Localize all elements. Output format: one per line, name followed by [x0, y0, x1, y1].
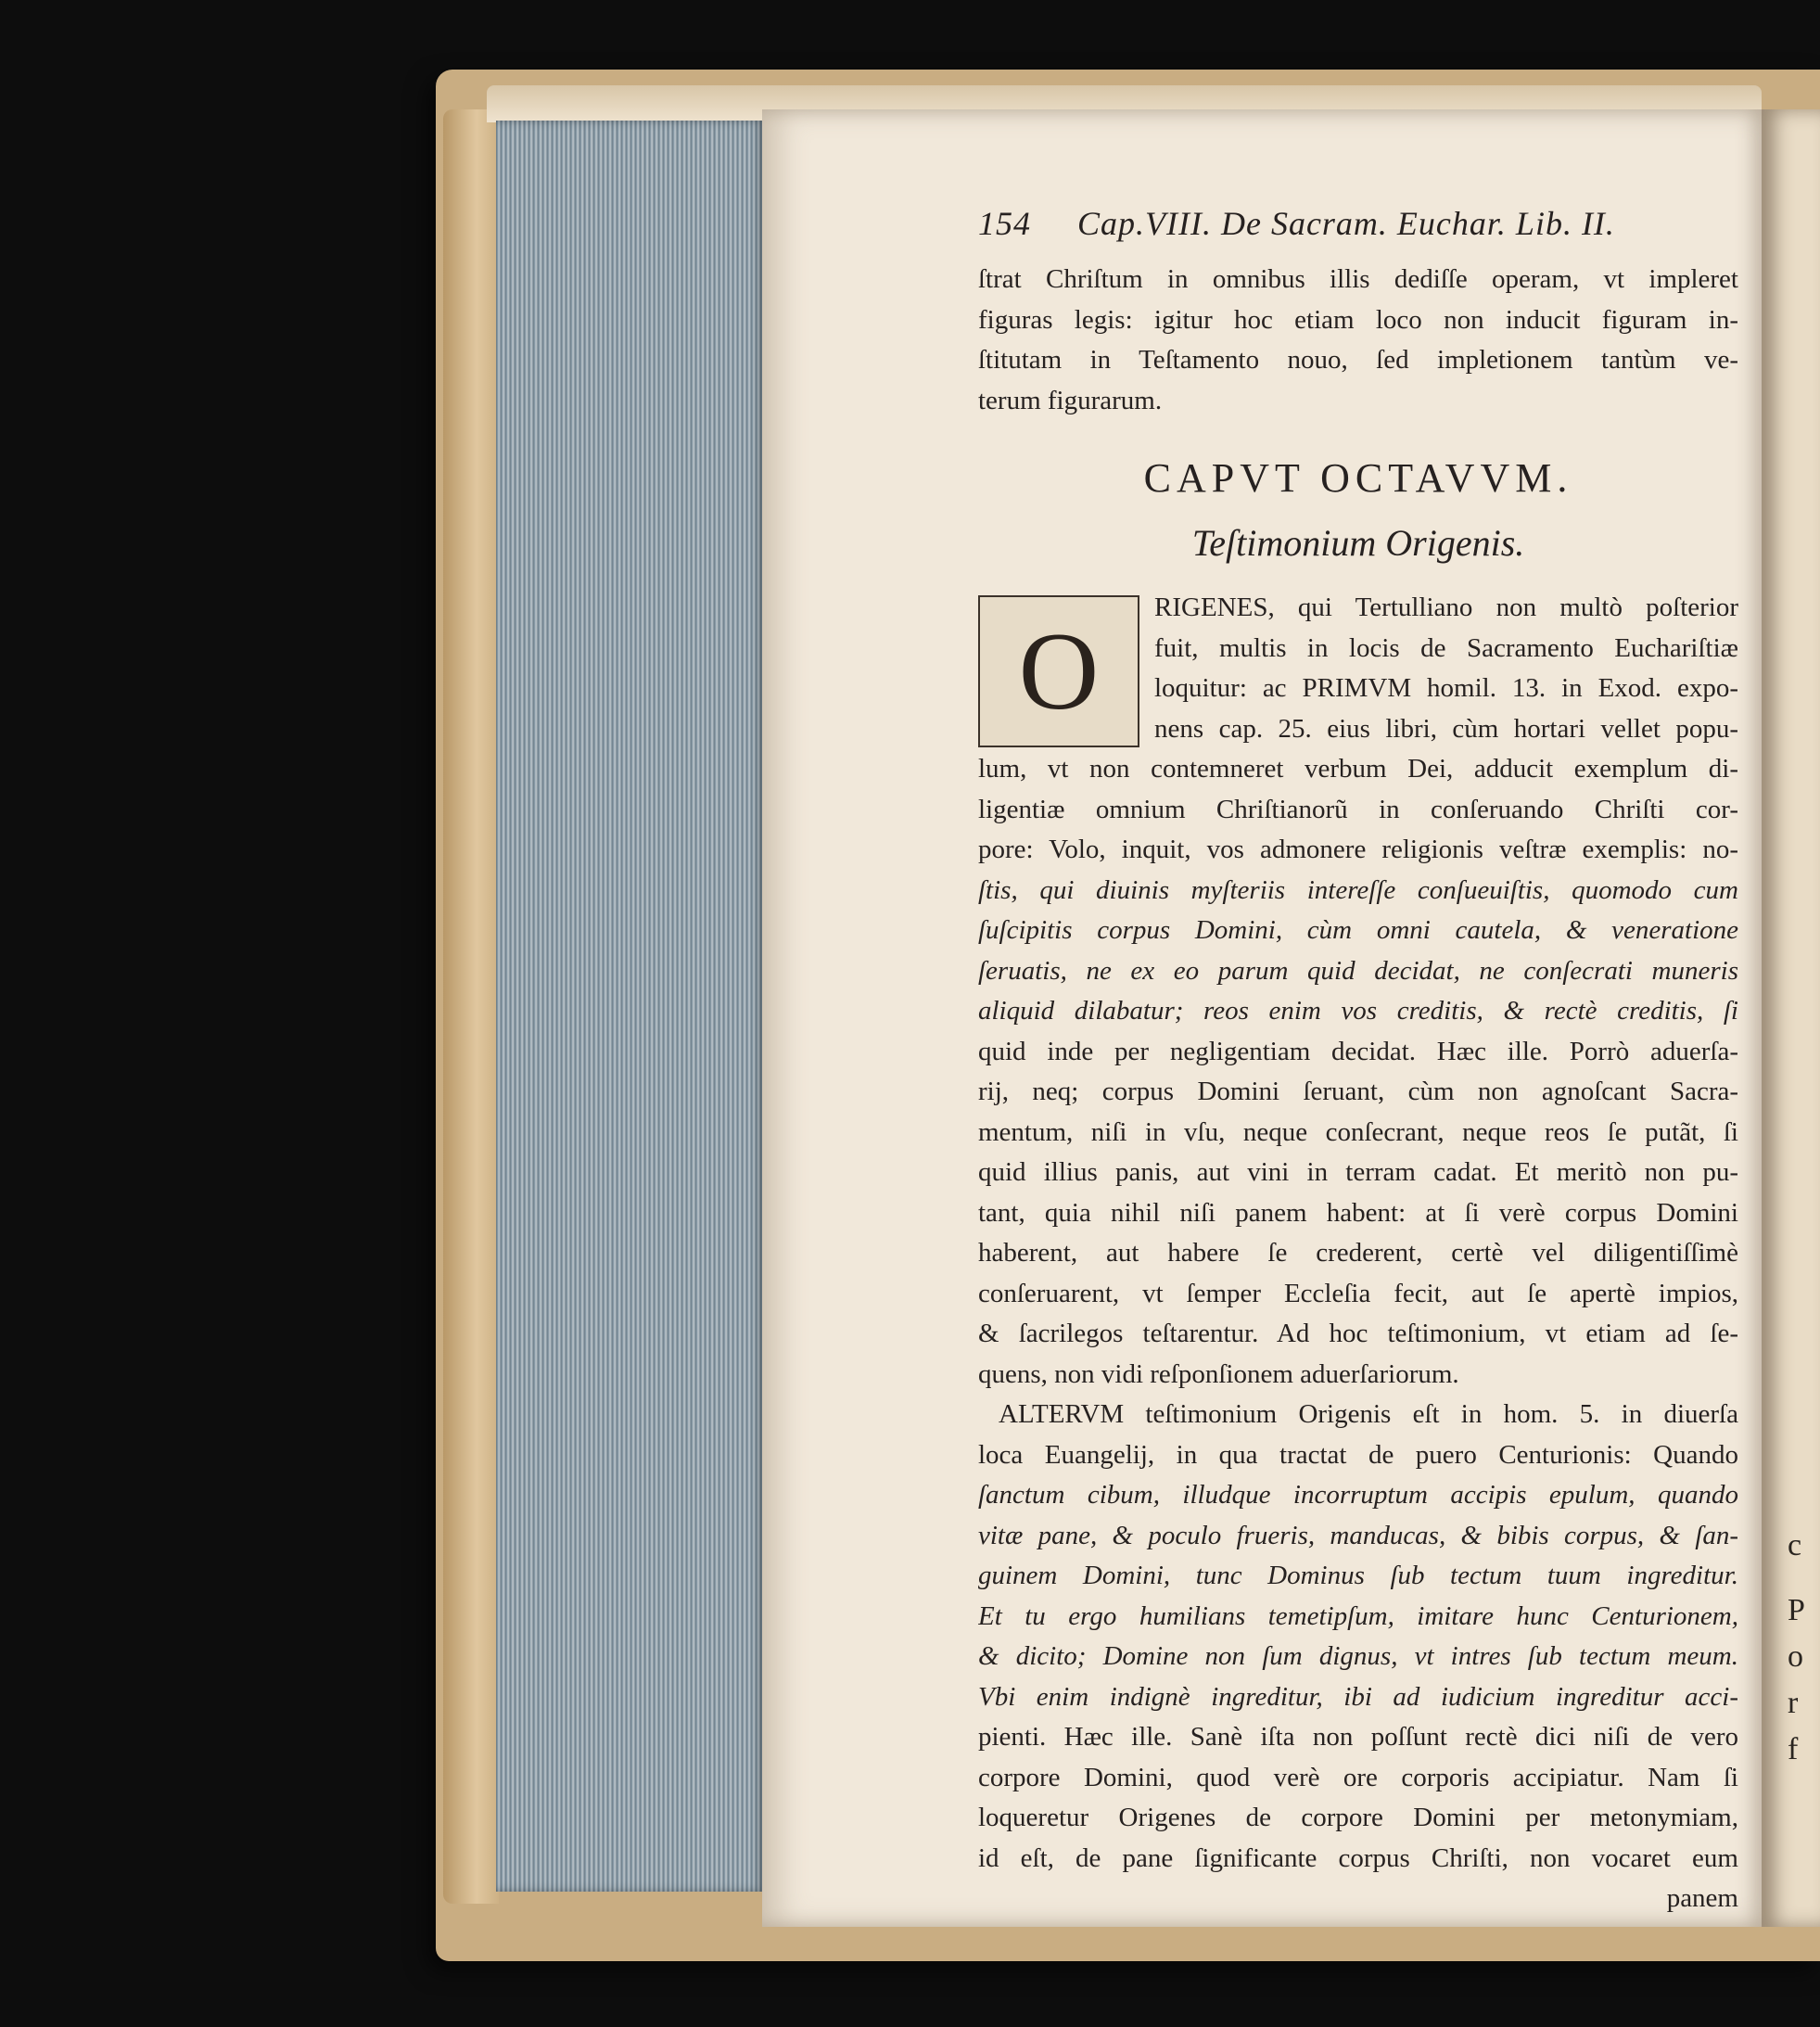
- cover-spine-edge: [443, 109, 499, 1904]
- text-line: guinem Domini, tunc Dominus ſub tectum tuum ingreditur.: [978, 1561, 1738, 1590]
- text-line: figuras legis: igitur hoc etiam loco non inducit figuram in-: [978, 304, 1738, 335]
- text-line: pienti. Hæc ille. Sanè iſta non poſſunt rectè dici niſi de vero: [978, 1722, 1738, 1752]
- text-line: lum, vt non contemneret verbum Dei, adducit exemplum di-: [978, 754, 1738, 784]
- text-line: loqueretur Origenes de corpore Domini per metonymiam,: [978, 1803, 1738, 1832]
- text-line: id eſt, de pane ſignificante corpus Chriſti, non vocaret eum: [978, 1842, 1738, 1873]
- decorated-initial: [978, 595, 1139, 747]
- text-line: vitæ pane, & poculo frueris, manducas, & bibis corpus, & ſan-: [978, 1520, 1738, 1550]
- paragraph-1: [978, 588, 1738, 1395]
- text-line: haberent, aut habere ſe crederent, certè vel diligentiſſimè: [978, 1238, 1738, 1268]
- text-line: fuit, multis in locis de Sacramento Euchariſtiæ: [1154, 632, 1738, 663]
- right-page-fragment: P: [1788, 1593, 1805, 1627]
- text-line: & dicito; Domine non ſum dignus, vt intres ſub tectum meum.: [978, 1641, 1738, 1671]
- right-page-fragment: r: [1788, 1686, 1799, 1720]
- text-line: quid illius panis, aut vini in terram cadat. Et meritò non pu-: [978, 1157, 1738, 1187]
- chapter-subtitle: Teſtimonium Origenis.: [1191, 522, 1525, 564]
- text-line: quid inde per negligentiam decidat. Hæc ille. Porrò aduerſa-: [978, 1036, 1738, 1066]
- text-line: & ſacrilegos teſtarentur. Ad hoc teſtimonium, vt etiam ad ſe-: [978, 1319, 1738, 1348]
- text-line: ſuſcipitis corpus Domini, cùm omni cautela, & veneratione: [978, 915, 1738, 945]
- text-line: rij, neq; corpus Domini ſeruant, cùm non agnoſcant Sacra-: [978, 1077, 1738, 1106]
- right-page-fragment: c: [1788, 1528, 1802, 1562]
- running-title: Cap.VIII. De Sacram. Euchar. Lib. II.: [1077, 205, 1615, 242]
- text-line: mentum, niſi in vſu, neque conſecrant, neque reos ſe putãt, ſi: [978, 1116, 1738, 1147]
- text-line: quens, non vidi reſponſionem aduerſariorum.: [978, 1358, 1459, 1389]
- text-line: ſtis, qui diuinis myſteriis intereſſe conſueuiſtis, quomodo cum: [978, 874, 1738, 905]
- page-text: [978, 204, 1738, 1919]
- text-line: ligentiæ omnium Chriſtianorũ in conſeruando Chriſti cor-: [978, 794, 1738, 824]
- text-line: loca Euangelij, in qua tractat de puero Centurionis: Quando: [978, 1439, 1738, 1470]
- page-edges-block: [496, 121, 765, 1892]
- text-line: Vbi enim indignè ingreditur, ibi ad iudicium ingreditur acci-: [978, 1681, 1738, 1712]
- right-page-fragment: f: [1788, 1732, 1799, 1766]
- text-line: RIGENES, qui Tertulliano non multò poſterior: [1154, 593, 1738, 622]
- opening-text: [978, 260, 1738, 421]
- running-head: [978, 204, 1738, 260]
- text-line: ſeruatis, ne ex eo parum quid decidat, ne conſecrati muneris: [978, 955, 1738, 986]
- text-line: Et tu ergo humilians temetipſum, imitare hunc Centurionem,: [978, 1600, 1738, 1631]
- page-number: 154: [978, 205, 1031, 242]
- text-line: loquitur: ac PRIMVM homil. 13. in Exod. expo-: [1154, 673, 1738, 703]
- text-line: ſtitutam in Teſtamento nouo, ſed impletionem tantùm ve-: [978, 345, 1738, 375]
- text-line: ſtrat Chriſtum in omnibus illis dediſſe operam, vt impleret: [978, 264, 1738, 294]
- paragraph-2: [978, 1395, 1738, 1879]
- text-line: ALTERVM teſtimonium Origenis eſt in hom. 5. in diuerſa: [999, 1399, 1738, 1429]
- text-line: terum figurarum.: [978, 385, 1163, 415]
- text-line: tant, quia nihil niſi panem habent: at ſi verè corpus Domini: [978, 1197, 1738, 1228]
- text-line: aliquid dilabatur; reos enim vos creditis, & rectè creditis, ſi: [978, 996, 1738, 1026]
- text-line: corpore Domini, quod verè ore corporis accipiatur. Nam ſi: [978, 1762, 1738, 1792]
- initial-letter: O: [1018, 609, 1100, 733]
- chapter-title: CAPVT OCTAVVM.: [1143, 455, 1573, 501]
- text-line: conſeruarent, vt ſemper Eccleſia fecit, aut ſe apertè impios,: [978, 1278, 1738, 1308]
- catchword: panem: [1666, 1883, 1738, 1913]
- text-line: nens cap. 25. eius libri, cùm hortari vellet popu-: [1154, 713, 1738, 744]
- text-line: pore: Volo, inquit, vos admonere religionis veſtræ exemplis: no-: [978, 835, 1738, 864]
- text-line: ſanctum cibum, illudque incorruptum accipis epulum, quando: [978, 1480, 1738, 1510]
- right-page-edge: [1762, 109, 1820, 1927]
- right-page-fragment: o: [1788, 1639, 1803, 1674]
